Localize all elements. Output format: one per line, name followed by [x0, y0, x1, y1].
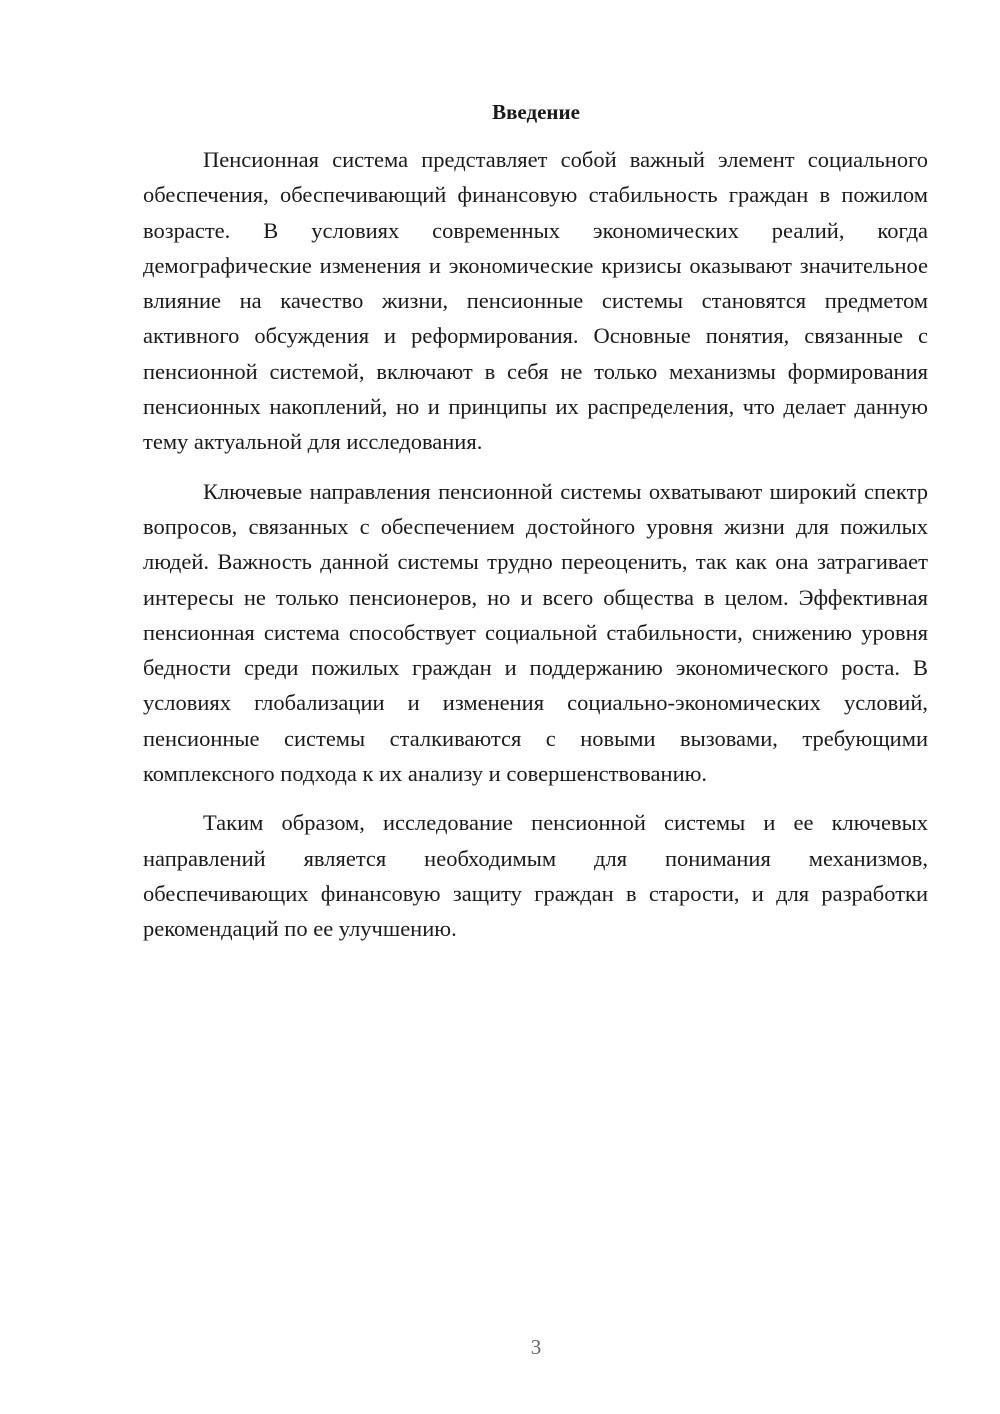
paragraph-3: Таким образом, исследование пенсионной системы и ее ключевых направлений является необходимым для понимания механизмов, обеспечивающих финансовую защиту граждан в старости, и для разработки рекомендаций по ее улучшению.	[143, 810, 928, 942]
paragraph-2: Ключевые направления пенсионной системы охватывают широкий спектр вопросов, связанных с обеспечением достойного уровня жизни для пожилых людей. Важность данной системы трудно переоценить, так как она затрагивает интересы не только пенсионеров, но и всего общества в целом. Эффективная пенсионная система способствует социальной стабильности, снижению уровня бедности среди пожилых граждан и поддержанию экономического роста. В условиях глобализации и изменения социально-экономических условий, пенсионные системы сталкиваются с новыми вызовами, требующими комплексного подхода к их анализу и совершенствованию.	[143, 478, 928, 787]
paragraph-1: Пенсионная система представляет собой важный элемент социального обеспечения, обеспечивающий финансовую стабильность граждан в пожилом возрасте. В условиях современных экономических реалий, когда демографические изменения и экономические кризисы оказывают значительное влияние на качество жизни, пенсионные системы становятся предметом активного обсуждения и реформирования. Основные понятия, связанные с пенсионной системой, включают в себя не только механизмы формирования пенсионных накоплений, но и принципы их распределения, что делает данную тему актуальной для исследования.	[143, 147, 928, 455]
page-number: 3	[530, 1335, 542, 1359]
document-body	[143, 142, 928, 947]
section-heading: Введение	[492, 100, 580, 124]
